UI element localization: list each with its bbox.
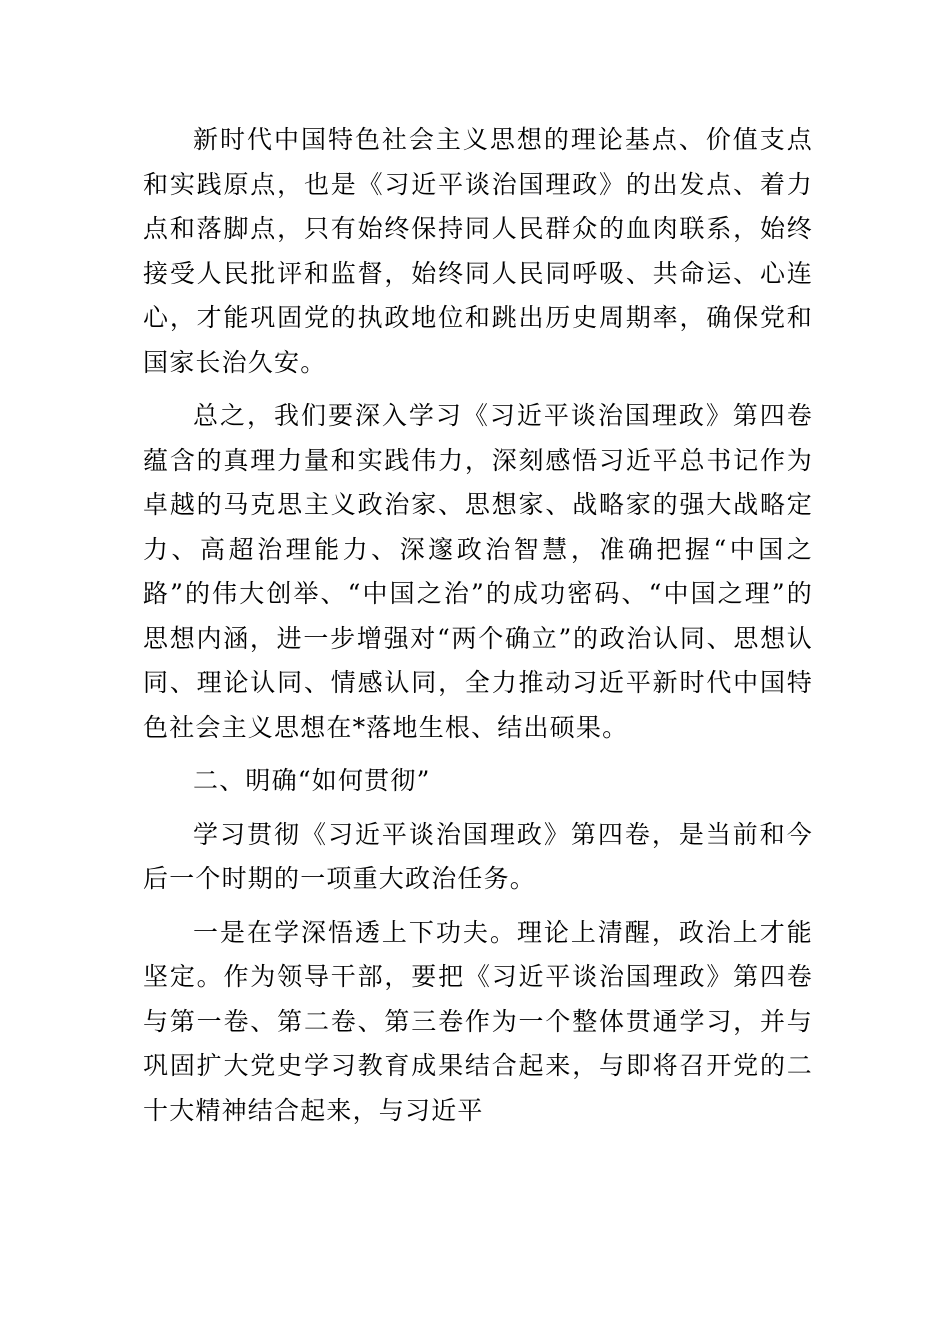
paragraph-2: 总之，我们要深入学习《习近平谈治国理政》第四卷蕴含的真理力量和实践伟力，深刻感悟习近平总书记作为卓越的马克思主义政治家、思想家、战略家的强大战略定力、高超治理能力、深邃政治智慧，准确把握“中国之路”的伟大创举、“中国之治”的成功密码、“中国之理”的思想内涵，进一步增强对“两个确立”的政治认同、思想认同、理论认同、情感认同，全力推动习近平新时代中国特色社会主义思想在*落地生根、结出硕果。 (143, 401, 813, 742)
document-body (143, 118, 813, 1142)
paragraph-1: 新时代中国特色社会主义思想的理论基点、价值支点和实践原点，也是《习近平谈治国理政》的出发点、着力点和落脚点，只有始终保持同人民群众的血肉联系，始终接受人民批评和监督，始终同人民同呼吸、共命运、心连心，才能巩固党的执政地位和跳出历史周期率，确保党和国家长治久安。 (143, 125, 813, 377)
section-heading: 二、明确“如何贯彻” (193, 766, 431, 795)
paragraph-3: 学习贯彻《习近平谈治国理政》第四卷，是当前和今后一个时期的一项重大政治任务。 (143, 819, 813, 893)
paragraph-4: 一是在学深悟透上下功夫。理论上清醒，政治上才能坚定。作为领导干部，要把《习近平谈治国理政》第四卷与第一卷、第二卷、第三卷作为一个整体贯通学习，并与巩固扩大党史学习教育成果结合起来，与即将召开党的二十大精神结合起来，与习近平 (143, 917, 813, 1125)
